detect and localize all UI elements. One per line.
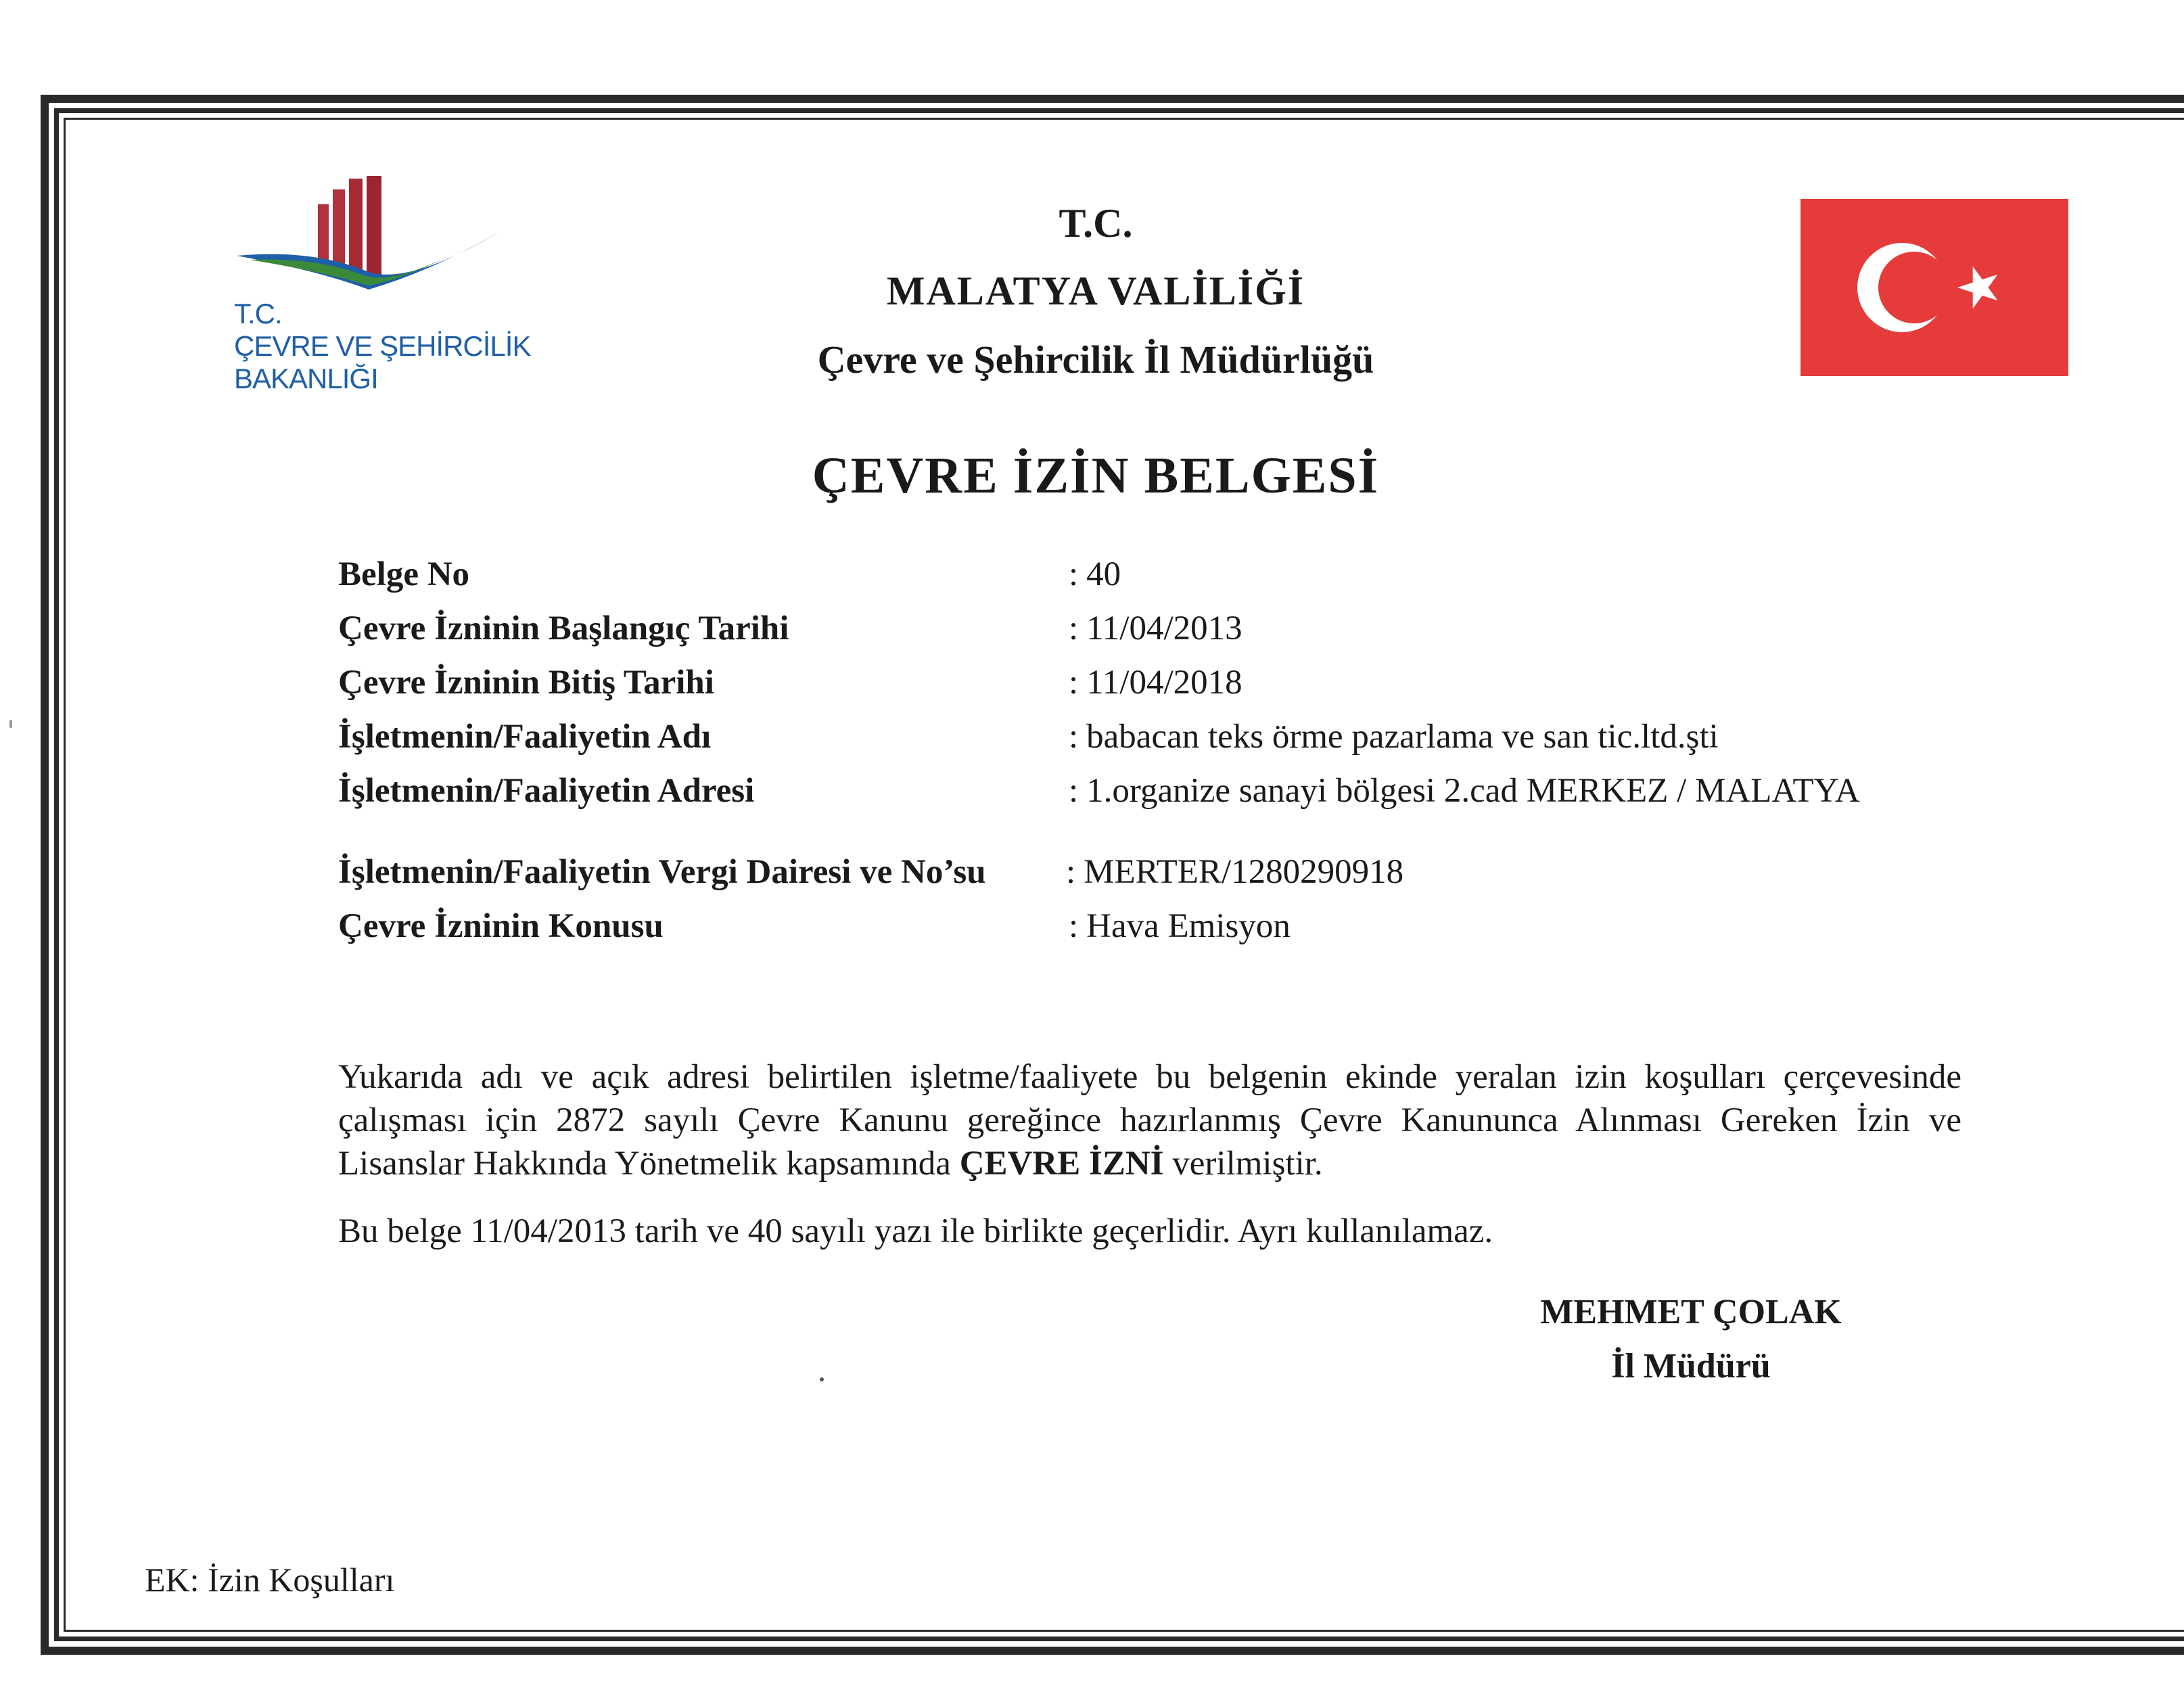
field-label: Çevre İzninin Başlangıç Tarihi (338, 610, 789, 647)
scan-speck (820, 1377, 824, 1381)
logo-text-bakanligi: BAKANLIĞI (234, 363, 378, 394)
header-tc: T.C. (1059, 201, 1133, 246)
field-colon: : (1069, 664, 1079, 702)
body-paragraph-validity: Bu belge 11/04/2013 tarih ve 40 sayılı yazı ile birlikte geçerlidir. Ayrı kullanılamaz. (338, 1212, 1493, 1250)
field-value-wrapper (1066, 852, 1403, 892)
paragraph-text-after: verilmiştir. (1172, 1145, 1323, 1183)
field-colon: : (1069, 718, 1079, 756)
field-value: 11/04/2013 (1086, 610, 1242, 647)
field-value: Hava Emisyon (1086, 907, 1291, 945)
header-mudurluk: Çevre ve Şehircilik İl Müdürlüğü (817, 338, 1374, 382)
paragraph-text-bold: ÇEVRE İZNİ (959, 1145, 1164, 1183)
field-value: MERTER/1280290918 (1084, 853, 1404, 891)
field-value-wrapper (1069, 771, 1860, 810)
header-valilik: MALATYA VALİLİĞİ (886, 269, 1305, 313)
field-label: İşletmenin/Faaliyetin Adı (338, 718, 712, 756)
field-colon: : (1069, 610, 1079, 647)
ministry-logo (230, 169, 531, 413)
ministry-logo-icon (230, 169, 514, 304)
attachment-note: EK: İzin Koşulları (145, 1561, 395, 1599)
field-label: Belge No (338, 555, 470, 593)
field-colon: : (1069, 772, 1079, 810)
logo-text-ministry: ÇEVRE VE ŞEHİRCİLİK (234, 330, 531, 362)
field-value: babacan teks örme pazarlama ve san tic.ltd.şti (1086, 718, 1719, 756)
field-value: 11/04/2018 (1086, 664, 1242, 702)
field-label: Çevre İzninin Bitiş Tarihi (338, 664, 714, 702)
scan-speck (9, 720, 12, 728)
field-value: 1.organize sanayi bölgesi 2.cad MERKEZ / MALATYA (1086, 772, 1860, 810)
field-colon: : (1066, 853, 1076, 891)
signatory-name: MEHMET ÇOLAK (1540, 1293, 1842, 1331)
field-label: Çevre İzninin Konusu (338, 907, 664, 945)
document-title: ÇEVRE İZİN BELGESİ (812, 447, 1380, 504)
field-value-wrapper (1069, 717, 1719, 756)
paragraph-text-before: Yukarıda adı ve açık adresi belirtilen işletme/faaliyete bu belgenin ekinde yeralan izin koşulları çerçevesinde çalışması için 2872 sayılı Çevre Kanunu gereğince hazırlanmış Çevre Kanununca Alınması Gereken İzin ve Lisanslar Hakkında Yönetmelik kapsamında (338, 1058, 1961, 1183)
signatory-role: İl Müdürü (1611, 1347, 1771, 1386)
turkish-flag-icon (1800, 199, 2068, 376)
logo-text-tc: T.C. (234, 298, 282, 329)
field-label: İşletmenin/Faaliyetin Vergi Dairesi ve No’su (338, 853, 986, 891)
field-value: 40 (1086, 555, 1121, 593)
field-colon: : (1069, 907, 1079, 945)
field-colon: : (1069, 555, 1079, 593)
field-value-wrapper (1069, 907, 1291, 946)
field-value-wrapper (1069, 609, 1242, 648)
field-value-wrapper (1069, 663, 1242, 702)
body-paragraph-permit (338, 1055, 1961, 1185)
field-value-wrapper (1069, 555, 1121, 594)
field-label: İşletmenin/Faaliyetin Adresi (338, 772, 755, 810)
